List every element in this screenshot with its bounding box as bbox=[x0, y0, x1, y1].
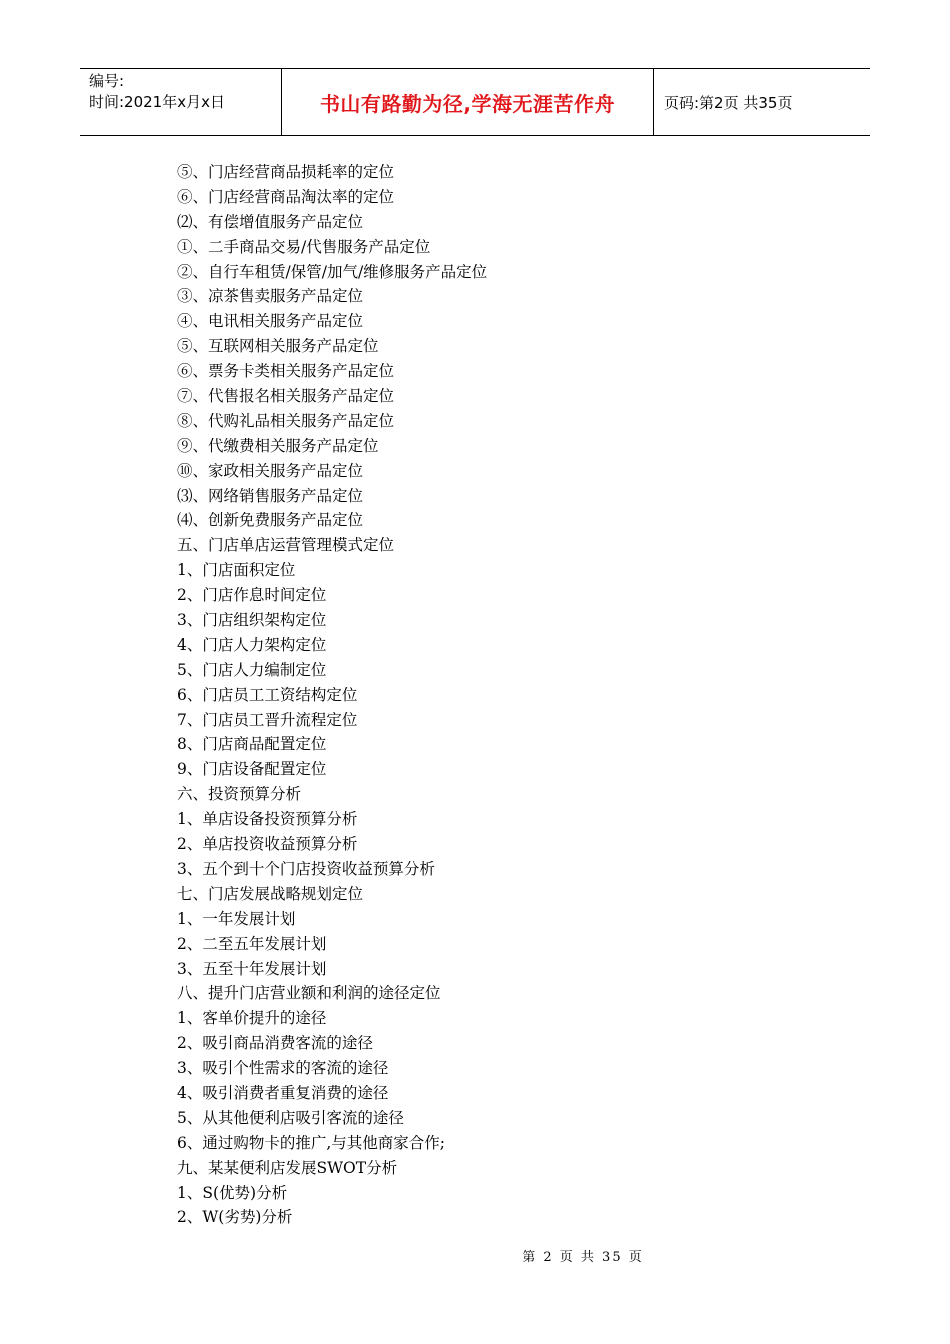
toc-item: 3、五至十年发展计划 bbox=[177, 959, 327, 978]
toc-item: ④、电讯相关服务产品定位 bbox=[177, 312, 364, 331]
page-header bbox=[80, 68, 870, 136]
toc-item: ⑤、互联网相关服务产品定位 bbox=[177, 337, 379, 356]
toc-item: 4、门店人力架构定位 bbox=[177, 635, 327, 654]
toc-item: ⑤、门店经营商品损耗率的定位 bbox=[177, 163, 395, 181]
toc-item: ⑨、代缴费相关服务产品定位 bbox=[177, 436, 379, 455]
toc-section-heading: 九、某某便利店发展SWOT分析 bbox=[177, 1158, 398, 1177]
toc-item: 1、S(优势)分析 bbox=[177, 1183, 288, 1202]
toc-item: ⑥、门店经营商品淘汰率的定位 bbox=[177, 187, 395, 206]
toc-item: 2、W(劣势)分析 bbox=[177, 1208, 293, 1227]
toc-item: ⑶、网络销售服务产品定位 bbox=[177, 486, 364, 505]
toc-item: 2、单店投资收益预算分析 bbox=[177, 835, 358, 854]
table-of-contents bbox=[177, 160, 777, 1230]
toc-item: 2、门店作息时间定位 bbox=[177, 586, 327, 605]
toc-item: 9、门店设备配置定位 bbox=[177, 760, 327, 779]
toc-item: ③、凉茶售卖服务产品定位 bbox=[177, 287, 364, 306]
toc-item: 8、门店商品配置定位 bbox=[177, 735, 327, 754]
toc-item: 3、门店组织架构定位 bbox=[177, 611, 327, 630]
header-motto: 书山有路勤为径,学海无涯苦作舟 bbox=[319, 91, 616, 116]
toc-item: ⑧、代购礼品相关服务产品定位 bbox=[177, 411, 395, 430]
toc-item: 7、门店员工晋升流程定位 bbox=[177, 710, 358, 729]
toc-item: 1、一年发展计划 bbox=[177, 909, 296, 928]
toc-item: ⑦、代售报名相关服务产品定位 bbox=[177, 387, 395, 406]
page-footer bbox=[0, 1246, 950, 1265]
toc-item: ⑵、有偿增值服务产品定位 bbox=[177, 212, 364, 231]
toc-item: ②、自行车租赁/保管/加气/维修服务产品定位 bbox=[177, 262, 488, 281]
toc-item: 6、通过购物卡的推广,与其他商家合作; bbox=[177, 1133, 446, 1152]
header-page-info-cell bbox=[654, 69, 870, 135]
document-number-label: 编号: bbox=[89, 72, 125, 90]
toc-item: 1、单店设备投资预算分析 bbox=[177, 810, 358, 829]
toc-item: 3、五个到十个门店投资收益预算分析 bbox=[177, 859, 435, 878]
footer-page-number: 第 2 页 共 35 页 bbox=[522, 1250, 644, 1265]
toc-item: 2、吸引商品消费客流的途径 bbox=[177, 1034, 373, 1053]
header-motto-cell bbox=[281, 69, 654, 135]
toc-item: 2、二至五年发展计划 bbox=[177, 934, 327, 953]
toc-item: 5、门店人力编制定位 bbox=[177, 660, 327, 679]
toc-item: ⑥、票务卡类相关服务产品定位 bbox=[177, 362, 395, 381]
toc-item: 3、吸引个性需求的客流的途径 bbox=[177, 1059, 389, 1078]
toc-section-heading: 五、门店单店运营管理模式定位 bbox=[177, 536, 395, 555]
toc-item: 5、从其他便利店吸引客流的途径 bbox=[177, 1108, 404, 1127]
document-date: 时间:2021年x月x日 bbox=[89, 93, 225, 111]
toc-item: 4、吸引消费者重复消费的途径 bbox=[177, 1083, 389, 1102]
toc-item: 6、门店员工工资结构定位 bbox=[177, 685, 358, 704]
toc-item: ⑷、创新免费服务产品定位 bbox=[177, 511, 364, 530]
header-meta bbox=[80, 69, 281, 135]
toc-section-heading: 八、提升门店营业额和利润的途径定位 bbox=[177, 984, 441, 1003]
toc-section-heading: 七、门店发展战略规划定位 bbox=[177, 884, 364, 903]
toc-item: ①、二手商品交易/代售服务产品定位 bbox=[177, 237, 431, 256]
toc-item: 1、客单价提升的途径 bbox=[177, 1009, 327, 1028]
toc-item: ⑩、家政相关服务产品定位 bbox=[177, 461, 364, 480]
header-page-info: 页码:第2页 共35页 bbox=[664, 93, 793, 112]
toc-section-heading: 六、投资预算分析 bbox=[177, 785, 302, 804]
toc-item: 1、门店面积定位 bbox=[177, 561, 296, 580]
